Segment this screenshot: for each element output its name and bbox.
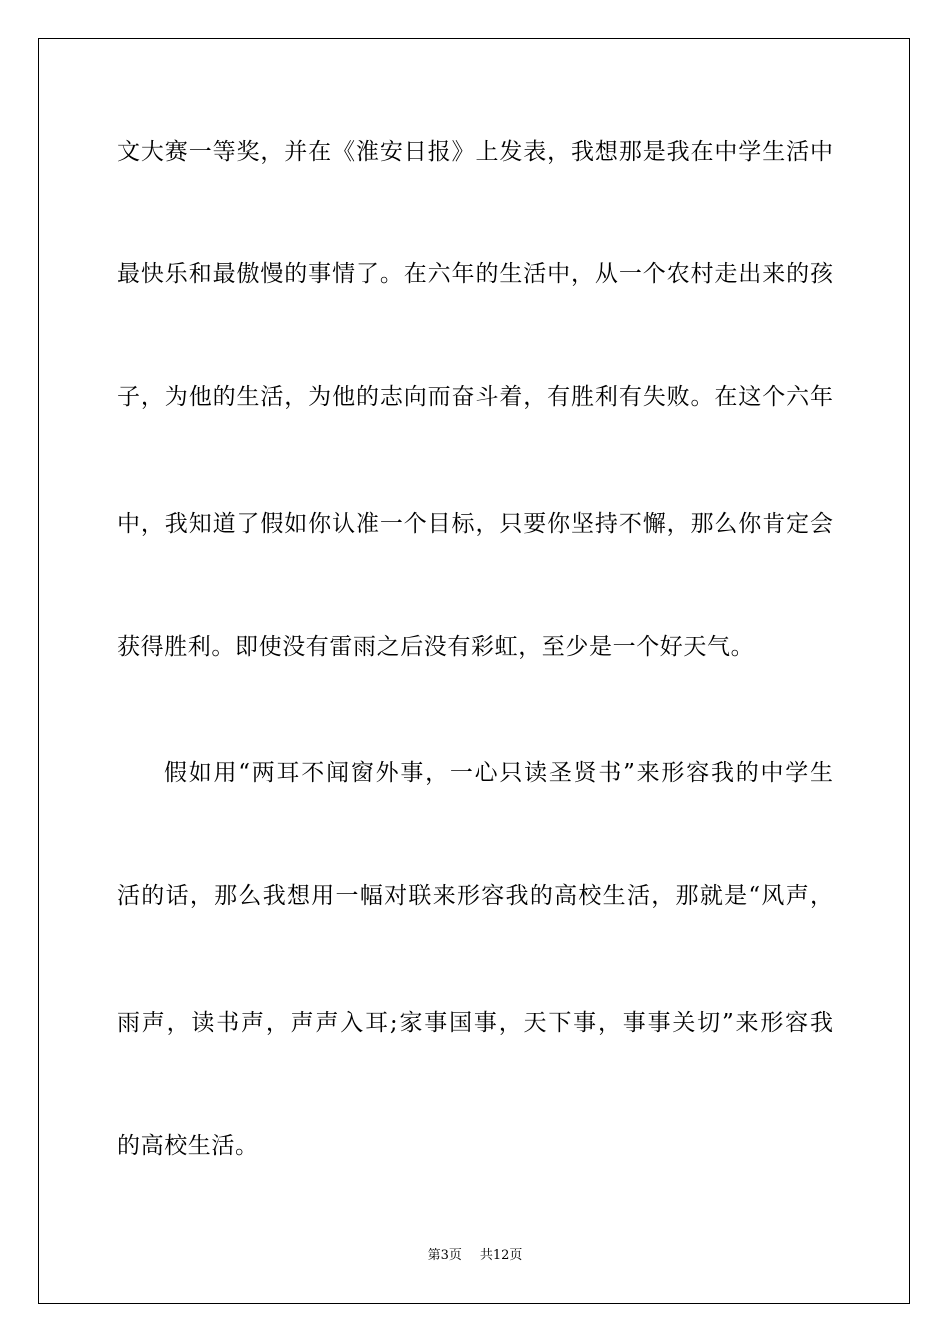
page-total: 共12页 <box>479 1248 523 1263</box>
page-border <box>38 38 910 1304</box>
text-line: 文大赛一等奖，并在《淮安日报》上发表，我想那是我在中学生活中 <box>117 139 833 165</box>
text-line: 子，为他的生活，为他的志向而奋斗着，有胜利有失败。在这个六年 <box>117 384 833 410</box>
text-line: 最快乐和最傲慢的事情了。在六年的生活中，从一个农村走出来的孩 <box>117 261 833 287</box>
text-line: 的高校生活。 <box>117 1133 259 1159</box>
text-line: 获得胜利。即使没有雷雨之后没有彩虹，至少是一个好天气。 <box>117 634 755 660</box>
paragraph-first-line: 假如用“两耳不闻窗外事，一心只读圣贤书”来形容我的中学生 <box>164 760 833 786</box>
page-number: 第3页 <box>427 1248 462 1263</box>
text-line: 中，我知道了假如你认准一个目标，只要你坚持不懈，那么你肯定会 <box>117 511 833 537</box>
page-footer <box>0 1247 950 1265</box>
text-line: 雨声，读书声，声声入耳;家事国事，天下事，事事关切”来形容我 <box>117 1010 833 1036</box>
text-line: 活的话，那么我想用一幅对联来形容我的高校生活，那就是“风声， <box>117 883 833 909</box>
